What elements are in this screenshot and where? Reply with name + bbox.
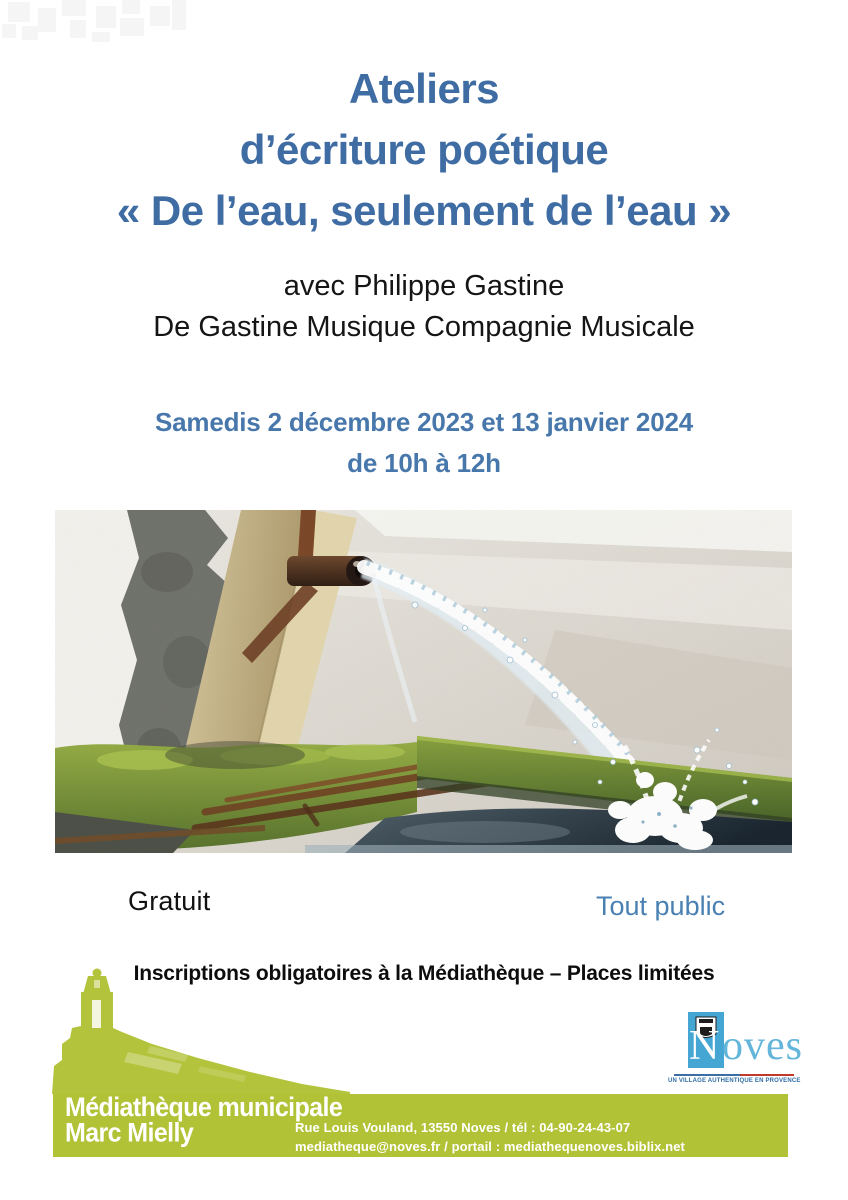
- poster-subtitle: [0, 266, 848, 348]
- fountain-photo-art: [55, 510, 792, 853]
- date-line-2: de 10h à 12h: [347, 448, 501, 478]
- free-label: Gratuit: [128, 886, 211, 916]
- church-silhouette-icon: [50, 966, 350, 1094]
- footer-banner: [53, 1094, 788, 1157]
- banner-address: [295, 1118, 685, 1156]
- audience-label: Tout public: [596, 891, 726, 921]
- address-line-2: mediatheque@noves.fr / portail : mediathequenoves.biblix.net: [295, 1139, 685, 1154]
- event-dates: [0, 402, 848, 484]
- noves-logo: [668, 1008, 803, 1092]
- subtitle-line-2: De Gastine Musique Compagnie Musicale: [153, 311, 695, 343]
- photo-grain: [55, 510, 792, 853]
- title-line-1: Ateliers: [348, 65, 500, 112]
- noves-divider: [674, 1074, 794, 1076]
- date-line-1: Samedis 2 décembre 2023 et 13 janvier 2024: [155, 407, 693, 437]
- title-line-3: « De l’eau, seulement de l’eau »: [116, 187, 732, 234]
- library-name-line-2: Marc Mielly: [65, 1118, 194, 1148]
- fountain-photo: [55, 510, 792, 853]
- library-name-line-1: Médiathèque municipale: [65, 1092, 343, 1123]
- poster-title: [0, 58, 848, 241]
- noves-tagline: UN VILLAGE AUTHENTIQUE EN PROVENCE: [668, 1078, 801, 1084]
- subtitle-line-1: avec Philippe Gastine: [283, 270, 565, 302]
- pixel-watermark: [0, 0, 190, 50]
- registration-note: Inscriptions obligatoires à la Médiathèque – Places limitées: [133, 962, 715, 985]
- address-line-1: Rue Louis Vouland, 13550 Noves / tél : 04-90-24-43-07: [295, 1120, 631, 1135]
- noves-name-rest: oves: [722, 1023, 803, 1069]
- noves-initial: N: [689, 1023, 720, 1069]
- title-line-2: d’écriture poétique: [239, 126, 609, 173]
